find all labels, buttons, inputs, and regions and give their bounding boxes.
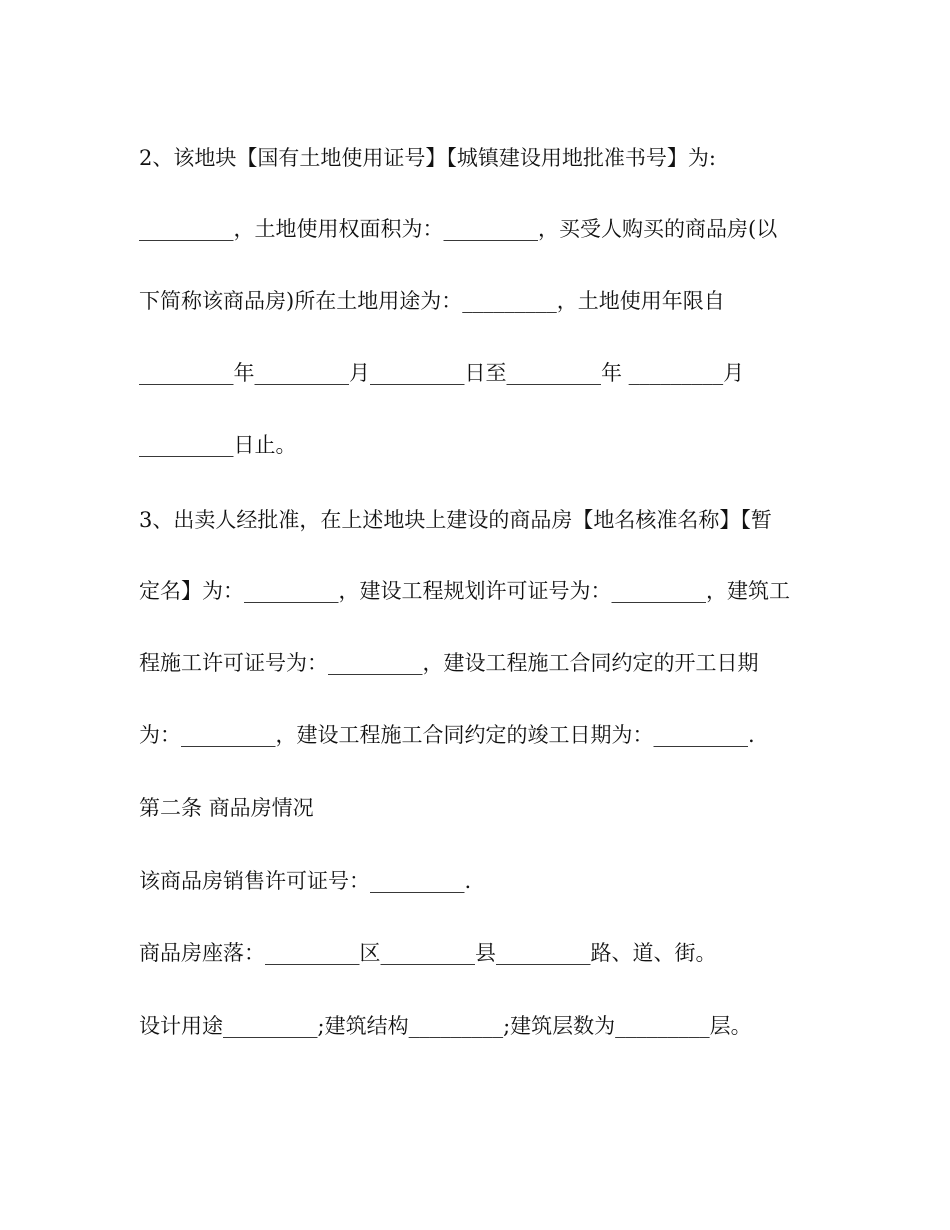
section-heading: 第二条 商品房情况	[139, 796, 314, 820]
document-line: 3、出卖人经批准，在上述地块上建设的商品房【地名核准名称】【暂	[139, 508, 772, 532]
document-line: _________年_________月_________日至_________年 _________月	[139, 361, 745, 385]
document-line: 该商品房销售许可证号：_________.	[139, 869, 472, 893]
document-line: _________，土地使用权面积为：_________，买受人购买的商品房(以	[139, 217, 778, 241]
document-line: 下简称该商品房)所在土地用途为：_________，土地使用年限自	[139, 289, 725, 313]
document-line: 设计用途_________;建筑结构_________;建筑层数为_________层。	[139, 1014, 752, 1038]
document-line: 商品房座落：_________区_________县_________路、道、街。	[139, 941, 717, 965]
document-line: _________日止。	[139, 433, 297, 457]
document-line: 程施工许可证号为：_________，建设工程施工合同约定的开工日期	[139, 651, 759, 675]
document-line: 为：_________，建设工程施工合同约定的竣工日期为：_________.	[139, 723, 755, 747]
document-line: 定名】为：_________，建设工程规划许可证号为：_________，建筑工	[139, 579, 790, 603]
document-line: 2、该地块【国有土地使用证号】【城镇建设用地批准书号】为:	[139, 146, 716, 170]
